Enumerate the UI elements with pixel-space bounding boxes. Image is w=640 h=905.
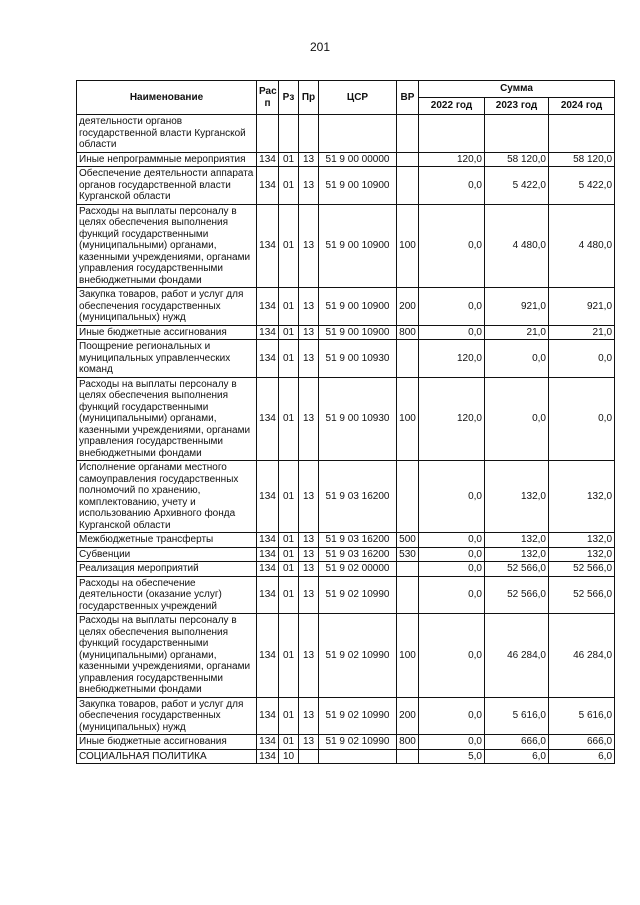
header-pr: Пр — [299, 81, 319, 115]
row-value-2023: 132,0 — [485, 533, 549, 548]
row-value-2024: 921,0 — [549, 288, 615, 326]
row-value-2024: 21,0 — [549, 325, 615, 340]
row-pr: 13 — [299, 325, 319, 340]
row-pr: 13 — [299, 562, 319, 577]
row-name: Закупка товаров, работ и услуг для обеспечения государственных (муниципальных) нужд — [77, 288, 257, 326]
row-value-2023: 58 120,0 — [485, 152, 549, 167]
row-name: деятельности органов государственной власти Курганской области — [77, 115, 257, 153]
row-rz: 01 — [279, 167, 299, 205]
row-value-2024: 666,0 — [549, 735, 615, 750]
row-rz: 01 — [279, 377, 299, 461]
row-pr: 13 — [299, 735, 319, 750]
row-vr — [397, 340, 419, 378]
row-rz: 01 — [279, 325, 299, 340]
header-ras: Рас п — [257, 81, 279, 115]
row-vr: 200 — [397, 697, 419, 735]
row-value-2023: 21,0 — [485, 325, 549, 340]
row-vr: 800 — [397, 325, 419, 340]
row-csr: 51 9 00 10900 — [319, 325, 397, 340]
table-row — [77, 152, 615, 167]
row-value-2022: 0,0 — [419, 325, 485, 340]
row-csr: 51 9 02 00000 — [319, 562, 397, 577]
row-csr: 51 9 00 10930 — [319, 340, 397, 378]
budget-table — [76, 80, 615, 764]
row-value-2023: 5 422,0 — [485, 167, 549, 205]
row-ras: 134 — [257, 547, 279, 562]
row-rz: 01 — [279, 152, 299, 167]
header-2024: 2024 год — [549, 98, 615, 115]
row-name: Поощрение региональных и муниципальных управленческих команд — [77, 340, 257, 378]
row-value-2024: 4 480,0 — [549, 204, 615, 288]
row-pr: 13 — [299, 533, 319, 548]
row-vr: 800 — [397, 735, 419, 750]
header-name: Наименование — [77, 81, 257, 115]
table-row — [77, 325, 615, 340]
row-pr: 13 — [299, 547, 319, 562]
page-number: 201 — [309, 40, 331, 54]
row-csr: 51 9 02 10990 — [319, 697, 397, 735]
row-ras: 134 — [257, 167, 279, 205]
row-csr: 51 9 02 10990 — [319, 614, 397, 698]
row-rz: 01 — [279, 533, 299, 548]
table-row — [77, 288, 615, 326]
row-value-2023: 5 616,0 — [485, 697, 549, 735]
row-vr — [397, 562, 419, 577]
row-ras: 134 — [257, 533, 279, 548]
row-vr — [397, 115, 419, 153]
row-ras: 134 — [257, 562, 279, 577]
row-ras: 134 — [257, 576, 279, 614]
row-value-2022: 0,0 — [419, 697, 485, 735]
row-name: Обеспечение деятельности аппарата органов государственной власти Курганской области — [77, 167, 257, 205]
row-ras: 134 — [257, 377, 279, 461]
row-vr: 530 — [397, 547, 419, 562]
row-rz: 01 — [279, 735, 299, 750]
table-row — [77, 735, 615, 750]
row-vr — [397, 576, 419, 614]
row-value-2023: 0,0 — [485, 377, 549, 461]
row-ras: 134 — [257, 325, 279, 340]
table-row — [77, 614, 615, 698]
row-rz: 10 — [279, 749, 299, 764]
row-value-2024: 132,0 — [549, 547, 615, 562]
row-name: Расходы на выплаты персоналу в целях обеспечения выполнения функций государственными (муниципальными) органами, казенными учреждениями, органами управления государственными внебюджетными фондами — [77, 614, 257, 698]
header-vr: ВР — [397, 81, 419, 115]
header-sum: Сумма — [419, 81, 615, 98]
row-rz — [279, 115, 299, 153]
row-name: Иные бюджетные ассигнования — [77, 325, 257, 340]
row-value-2024: 52 566,0 — [549, 576, 615, 614]
row-value-2022: 0,0 — [419, 167, 485, 205]
row-csr: 51 9 00 10930 — [319, 377, 397, 461]
row-value-2022 — [419, 115, 485, 153]
row-csr: 51 9 02 10990 — [319, 576, 397, 614]
row-name: Исполнение органами местного самоуправления государственных полномочий по хранению, комплектованию, учету и использованию Архивного фонда Курганской области — [77, 461, 257, 533]
row-name: Иные непрограммные мероприятия — [77, 152, 257, 167]
header-csr: ЦСР — [319, 81, 397, 115]
row-value-2022: 0,0 — [419, 547, 485, 562]
row-rz: 01 — [279, 547, 299, 562]
row-value-2023 — [485, 115, 549, 153]
row-value-2024: 132,0 — [549, 461, 615, 533]
row-vr: 100 — [397, 204, 419, 288]
row-value-2024 — [549, 115, 615, 153]
row-vr — [397, 167, 419, 205]
row-value-2023: 4 480,0 — [485, 204, 549, 288]
row-name: Иные бюджетные ассигнования — [77, 735, 257, 750]
row-name: СОЦИАЛЬНАЯ ПОЛИТИКА — [77, 749, 257, 764]
row-ras: 134 — [257, 340, 279, 378]
row-value-2022: 0,0 — [419, 461, 485, 533]
table-row — [77, 461, 615, 533]
row-pr: 13 — [299, 614, 319, 698]
header-rz: Рз — [279, 81, 299, 115]
row-pr: 13 — [299, 576, 319, 614]
row-ras: 134 — [257, 288, 279, 326]
row-value-2023: 6,0 — [485, 749, 549, 764]
table-row — [77, 340, 615, 378]
row-vr: 200 — [397, 288, 419, 326]
row-value-2024: 46 284,0 — [549, 614, 615, 698]
row-csr: 51 9 03 16200 — [319, 533, 397, 548]
row-pr: 13 — [299, 340, 319, 378]
row-value-2022: 0,0 — [419, 533, 485, 548]
row-rz: 01 — [279, 614, 299, 698]
table-row — [77, 547, 615, 562]
table-row — [77, 204, 615, 288]
table-row — [77, 377, 615, 461]
row-value-2023: 132,0 — [485, 547, 549, 562]
row-name: Расходы на выплаты персоналу в целях обеспечения выполнения функций государственными (муниципальными) органами, казенными учреждениями, органами управления государственными внебюджетными фондами — [77, 377, 257, 461]
row-pr: 13 — [299, 377, 319, 461]
table-row — [77, 749, 615, 764]
row-vr — [397, 461, 419, 533]
row-name: Субвенции — [77, 547, 257, 562]
row-value-2022: 0,0 — [419, 735, 485, 750]
row-rz: 01 — [279, 204, 299, 288]
row-value-2022: 0,0 — [419, 576, 485, 614]
row-value-2022: 0,0 — [419, 204, 485, 288]
row-value-2022: 0,0 — [419, 562, 485, 577]
row-value-2024: 5 616,0 — [549, 697, 615, 735]
row-pr — [299, 749, 319, 764]
row-value-2024: 0,0 — [549, 340, 615, 378]
row-ras: 134 — [257, 152, 279, 167]
row-value-2022: 120,0 — [419, 152, 485, 167]
row-rz: 01 — [279, 340, 299, 378]
row-vr — [397, 152, 419, 167]
row-csr: 51 9 00 10900 — [319, 167, 397, 205]
row-name: Реализация мероприятий — [77, 562, 257, 577]
row-value-2023: 46 284,0 — [485, 614, 549, 698]
row-value-2022: 0,0 — [419, 614, 485, 698]
row-value-2024: 5 422,0 — [549, 167, 615, 205]
row-rz: 01 — [279, 461, 299, 533]
row-value-2023: 52 566,0 — [485, 562, 549, 577]
row-csr: 51 9 02 10990 — [319, 735, 397, 750]
row-name: Расходы на обеспечение деятельности (оказание услуг) государственных учреждений — [77, 576, 257, 614]
row-pr: 13 — [299, 167, 319, 205]
row-value-2023: 666,0 — [485, 735, 549, 750]
row-pr: 13 — [299, 204, 319, 288]
row-value-2024: 52 566,0 — [549, 562, 615, 577]
row-rz: 01 — [279, 562, 299, 577]
row-ras: 134 — [257, 697, 279, 735]
row-ras: 134 — [257, 749, 279, 764]
row-value-2024: 58 120,0 — [549, 152, 615, 167]
row-vr: 100 — [397, 377, 419, 461]
row-ras — [257, 115, 279, 153]
row-value-2022: 120,0 — [419, 340, 485, 378]
row-value-2024: 6,0 — [549, 749, 615, 764]
row-value-2023: 0,0 — [485, 340, 549, 378]
row-ras: 134 — [257, 461, 279, 533]
header-2022: 2022 год — [419, 98, 485, 115]
row-ras: 134 — [257, 204, 279, 288]
row-value-2023: 921,0 — [485, 288, 549, 326]
row-vr: 100 — [397, 614, 419, 698]
table-header — [77, 81, 615, 115]
table-row — [77, 576, 615, 614]
row-name: Межбюджетные трансферты — [77, 533, 257, 548]
row-name: Расходы на выплаты персоналу в целях обеспечения выполнения функций государственными (муниципальными) органами, казенными учреждениями, органами управления государственными внебюджетными фондами — [77, 204, 257, 288]
row-pr: 13 — [299, 461, 319, 533]
table-row — [77, 167, 615, 205]
row-csr: 51 9 03 16200 — [319, 461, 397, 533]
row-pr: 13 — [299, 697, 319, 735]
table-row — [77, 115, 615, 153]
row-value-2022: 0,0 — [419, 288, 485, 326]
row-csr: 51 9 00 10900 — [319, 288, 397, 326]
row-pr — [299, 115, 319, 153]
row-csr: 51 9 00 10900 — [319, 204, 397, 288]
row-value-2024: 132,0 — [549, 533, 615, 548]
row-rz: 01 — [279, 288, 299, 326]
row-csr: 51 9 03 16200 — [319, 547, 397, 562]
table-row — [77, 533, 615, 548]
row-rz: 01 — [279, 576, 299, 614]
row-pr: 13 — [299, 288, 319, 326]
row-value-2022: 5,0 — [419, 749, 485, 764]
row-value-2023: 132,0 — [485, 461, 549, 533]
table-row — [77, 562, 615, 577]
table-body — [77, 115, 615, 764]
row-value-2024: 0,0 — [549, 377, 615, 461]
row-csr — [319, 749, 397, 764]
header-2023: 2023 год — [485, 98, 549, 115]
row-value-2022: 120,0 — [419, 377, 485, 461]
row-csr: 51 9 00 00000 — [319, 152, 397, 167]
row-value-2023: 52 566,0 — [485, 576, 549, 614]
row-name: Закупка товаров, работ и услуг для обеспечения государственных (муниципальных) нужд — [77, 697, 257, 735]
row-rz: 01 — [279, 697, 299, 735]
row-vr: 500 — [397, 533, 419, 548]
row-pr: 13 — [299, 152, 319, 167]
row-ras: 134 — [257, 735, 279, 750]
table-row — [77, 697, 615, 735]
row-vr — [397, 749, 419, 764]
row-ras: 134 — [257, 614, 279, 698]
row-csr — [319, 115, 397, 153]
